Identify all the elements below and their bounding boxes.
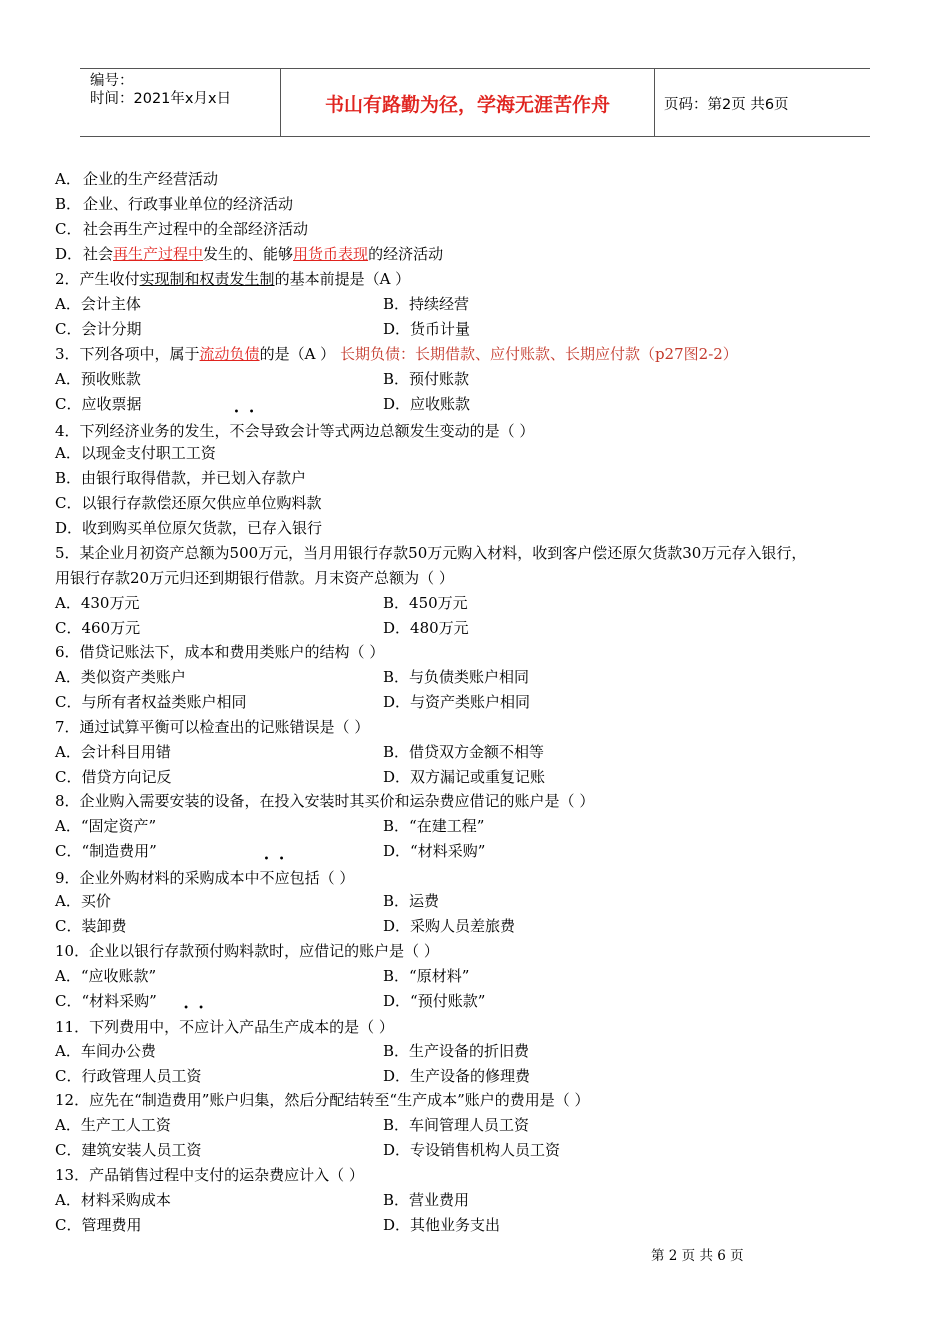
option-line: C．会计分期: [55, 320, 142, 338]
option-line: B． 企业、行政事业单位的经济活动: [55, 195, 294, 213]
page-header: [80, 68, 870, 137]
option-line: C．460万元: [55, 619, 141, 637]
option-line: D．“材料采购”: [383, 842, 486, 860]
question-10: 10．企业以银行存款预付购料款时，应借记的账户是（ ）: [55, 942, 439, 960]
option-line: C．“材料采购”: [55, 992, 157, 1010]
option-line: C．应收票据: [55, 395, 142, 413]
question-3: 3．下列各项中，属于流动负债的是（A ） 长期负债：长期借款、应付账款、长期应付款（p27图2-2）: [55, 345, 738, 363]
annotation-note: 长期负债：长期借款、应付账款、长期应付款（p27图2-2）: [339, 345, 738, 363]
option-line: A．430万元: [55, 594, 140, 612]
option-line: A．材料采购成本: [55, 1191, 171, 1209]
option-line: A．类似资产类账户: [55, 668, 186, 686]
option-line: D．双方漏记或重复记账: [383, 768, 546, 786]
option-line: C．以银行存款偿还原欠供应单位购料款: [55, 494, 322, 512]
option-line: A．预收账款: [55, 370, 141, 388]
doc-number-label: 编号：: [90, 73, 134, 89]
option-line: D．与资产类账户相同: [383, 693, 531, 711]
option-line: B．由银行取得借款，并已划入存款户: [55, 469, 307, 487]
option-line: B．与负债类账户相同: [383, 668, 530, 686]
header-meta-cell: [80, 69, 280, 136]
option-line: C．与所有者权益类账户相同: [55, 693, 247, 711]
highlight-text: 用货币表现: [293, 245, 369, 263]
option-line: D．专设销售机构人员工资: [383, 1141, 561, 1159]
question-4: 4．下列经济业务的发生，不会导致会计等式两边总额发生变动的是（ ）: [55, 422, 535, 440]
option-line: D．应收账款: [383, 395, 471, 413]
option-line: C．行政管理人员工资: [55, 1067, 202, 1085]
question-6: 6．借贷记账法下，成本和费用类账户的结构（ ）: [55, 643, 385, 661]
option-line: C．建筑安装人员工资: [55, 1141, 202, 1159]
question-13: 13．产品销售过程中支付的运杂费应计入（ ）: [55, 1166, 364, 1184]
option-line: C． 社会再生产过程中的全部经济活动: [55, 220, 309, 238]
option-line: A． 企业的生产经营活动: [55, 170, 219, 188]
question-7: 7．通过试算平衡可以检查出的记账错误是（ ）: [55, 718, 370, 736]
page-info: 页码：第2页 共6页: [664, 97, 789, 113]
option-line: B．生产设备的折旧费: [383, 1042, 530, 1060]
option-line: D．生产设备的修理费: [383, 1067, 531, 1085]
option-line: C．管理费用: [55, 1216, 142, 1234]
page-footer: 第 2 页 共 6 页: [651, 1248, 744, 1264]
option-line: A．“固定资产”: [55, 817, 157, 835]
option-line: D．货币计量: [383, 320, 471, 338]
question-9: 9．企业外购材料的采购成本中不应包括（ ）: [55, 869, 355, 887]
question-11: 11．下列费用中，不应计入产品生产成本的是（ ）: [55, 1018, 394, 1036]
option-line: A．会计科目用错: [55, 743, 171, 761]
option-line: B．运费: [383, 892, 440, 910]
motto: 书山有路勤为径，学海无涯苦作舟: [324, 94, 610, 116]
option-line: B．借贷双方金额不相等: [383, 743, 545, 761]
option-line: B．车间管理人员工资: [383, 1116, 530, 1134]
question-5-cont: 用银行存款20万元归还到期银行借款。月末资产总额为（ ）: [55, 569, 454, 587]
option-line: B．“原材料”: [383, 967, 470, 985]
option-line: A．车间办公费: [55, 1042, 156, 1060]
option-line: B．“在建工程”: [383, 817, 485, 835]
question-2: 2．产生收付实现制和权责发生制的基本前提是（A ）: [55, 270, 411, 288]
option-line: A．生产工人工资: [55, 1116, 171, 1134]
option-line: D．480万元: [383, 619, 469, 637]
option-line: A．以现金支付职工工资: [55, 444, 216, 462]
header-motto-cell: [280, 69, 655, 136]
header-page-cell: [654, 69, 870, 136]
question-8: 8．企业购入需要安装的设备，在投入安装时其买价和运杂费应借记的账户是（ ）: [55, 792, 595, 810]
option-line: D．收到购买单位原欠货款，已存入银行: [55, 519, 323, 537]
question-12: 12．应先在“制造费用”账户归集，然后分配结转至“生产成本”账户的费用是（ ）: [55, 1091, 590, 1109]
option-line: B．持续经营: [383, 295, 470, 313]
option-line: D．社会再生产过程中发生的、能够用货币表现的经济活动: [55, 245, 444, 263]
option-line: D．采购人员差旅费: [383, 917, 516, 935]
highlight-text: 再生产过程中: [113, 245, 204, 263]
option-line: C．“制造费用”: [55, 842, 157, 860]
option-line: A．买价: [55, 892, 111, 910]
option-line: C．装卸费: [55, 917, 127, 935]
option-line: B．预付账款: [383, 370, 470, 388]
option-line: D．“预付账款”: [383, 992, 486, 1010]
option-line: C．借贷方向记反: [55, 768, 172, 786]
option-line: D．其他业务支出: [383, 1216, 501, 1234]
option-line: A．“应收账款”: [55, 967, 157, 985]
doc-time-label: 时间：2021年x月x日: [90, 91, 232, 107]
question-5: 5．某企业月初资产总额为500万元，当月用银行存款50万元购入材料，收到客户偿还原欠货款30万元存入银行，: [55, 544, 807, 562]
option-line: B．450万元: [383, 594, 468, 612]
option-line: A．会计主体: [55, 295, 141, 313]
option-line: B．营业费用: [383, 1191, 470, 1209]
